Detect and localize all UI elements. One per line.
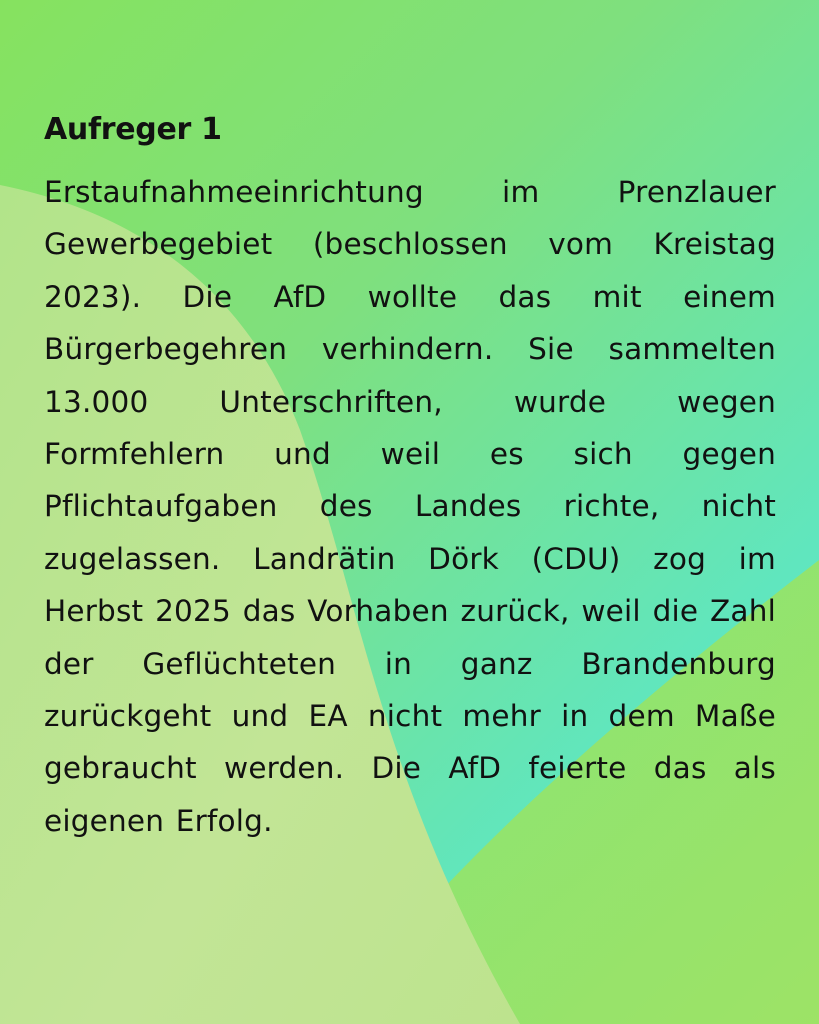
slide-title: Aufreger 1 [44,112,222,147]
slide-content [44,108,776,847]
slide-body-text: Erstaufnahmeeinrichtung im Prenzlauer Gewerbegebiet (beschlossen vom Kreistag 2023). Die AfD wollte das mit einem Bürgerbegehren verhindern. Sie sammelten 13.000 Unterschriften, wurde wegen Formfehlern und weil es sich gegen Pflichtaufgaben des Landes richte, nicht zugelassen. Landrätin Dörk (CDU) zog im Herbst 2025 das Vorhaben zurück, weil die Zahl der Geflüchteten in ganz Brandenburg zurückgeht und EA nicht mehr in dem Maße gebraucht werden. Die AfD feierte das als eigenen Erfolg. [44,175,776,838]
